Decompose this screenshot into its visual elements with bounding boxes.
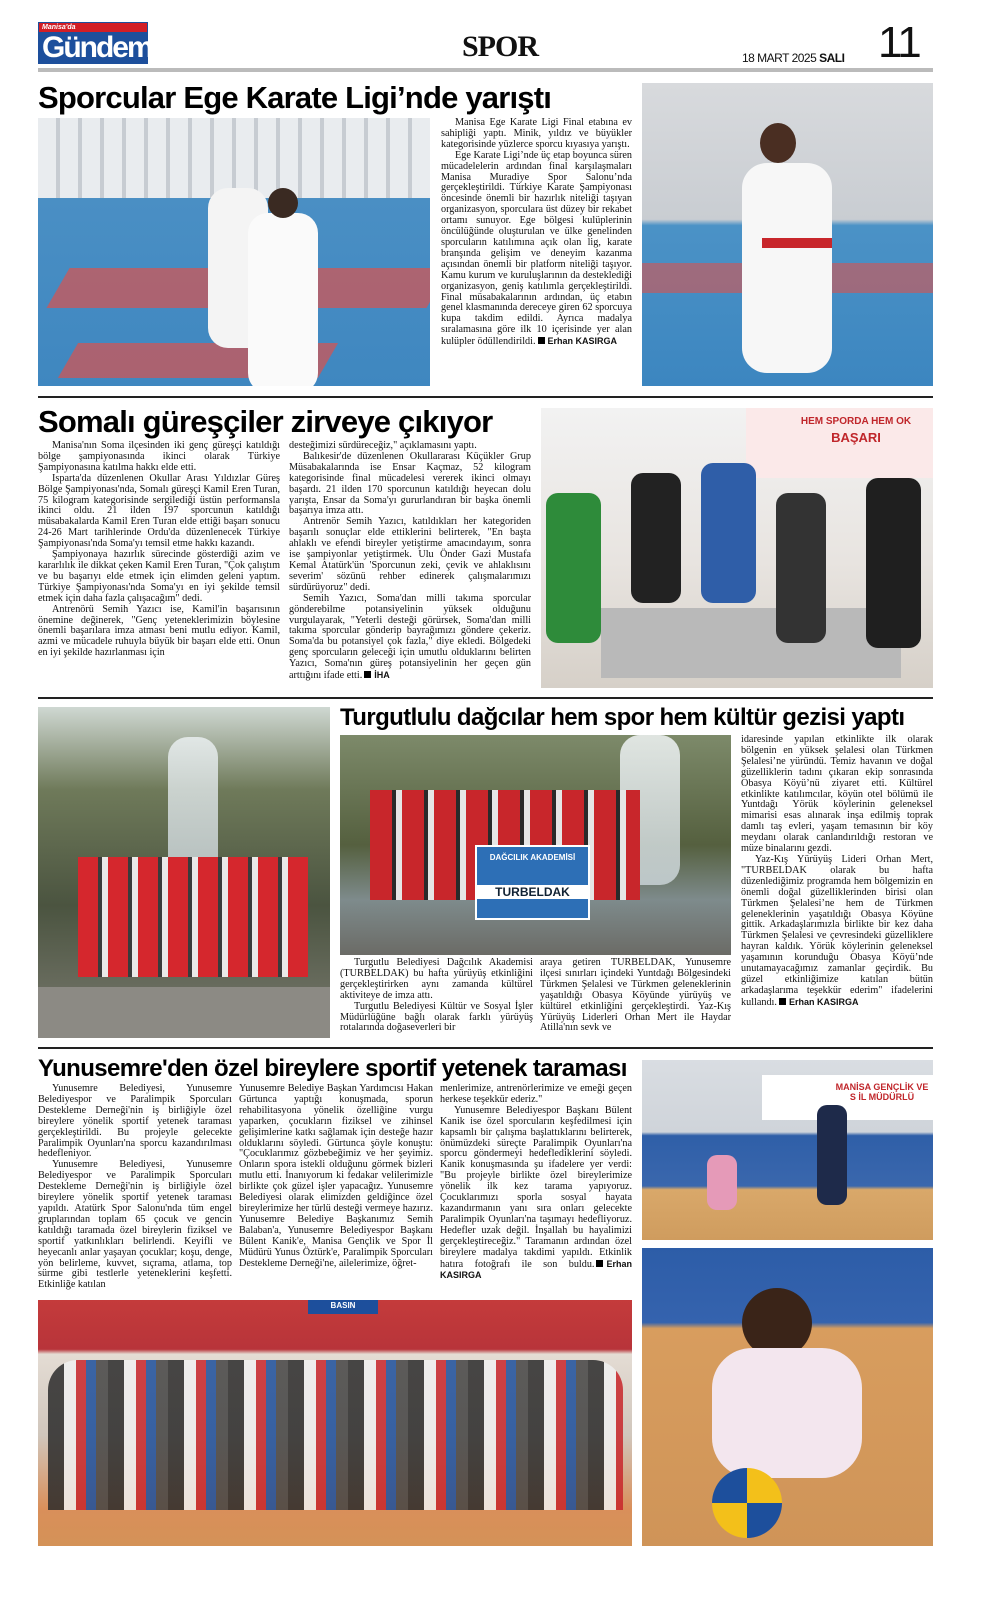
- article2-col1: [38, 441, 280, 659]
- paragraph-text: Ege Karate Ligi’nde üç etap boyunca süren mücadelelerin ardından final karşılaşmaları Manisa Muradiye Spor Salonu’nda gerçekleştirildi. Türkiye Karate Şampiyonası öncesinde önemli bir hazırlık niteliği taşıyan organizasyon, sporculara üst düzey bir rekabet ortamı sunuyor. Ege bölgesi kulüplerinin öncülüğünde oluşturulan ve ülke genelinden sporcuların katılımına açık olan lig, karate branşında gelişim ve deneyim kazanma açısından önemli bir platform niteliği taşıyor. Kamu kurum ve kuruluşlarının da desteklediği organizasyon, geniş katılımla gerçekleştirildi. Final müsabakalarının ardından, üç etabın genel klasmanında dereceye giren 62 sporcuya kupa takdim edildi. Ayrıca madalya sıralamasına göre ilk 10 içerisinde yer alan kulüpler ödüllendirildi.: [441, 149, 632, 348]
- group-hall-photo: [38, 1300, 632, 1546]
- paragraph: idaresinde yapılan etkinlikte ilk olarak bölgenin en yüksek şelalesi olan Türkmen Şelalesi’ne yüründü. Temiz havanın ve doğal güzelliklerin tadını çıkaran ekip sonrasında Obasya Köyü’nü ziyaret etti. Kültürel etkinlikte katılımcılar, köyün otel bölümü ile Yuntdağı Yörük köylerinin geleneksel mimarisi esas alınarak inşa edilmiş toprak damlı taş evleri, yaşam temasının bir köy meydanı olarak canlandırıldığı restoran ve müze binalarını gezdi.: [741, 734, 933, 855]
- day-text: SALI: [819, 51, 845, 65]
- paragraph: Isparta'da düzenlenen Okullar Arası Yıldızlar Güreş Bölge Şampiyonası'nda, Somalı güreşçi Kamil Eren Turan, 75 kilogram kategorisinde sergilediği üstün performansla ikinci oldu. 21 ilden 197 sporcunun katıldığı müsabakalarda Kamil Eren Turan elde ettiği başarı sonucu 24-26 Mart tarihlerinde Ordu'da düzenlenecek Türkiye Şampiyonası'nda Soma'yı temsil etme hakkı kazandı.: [38, 472, 280, 550]
- wrestlers-podium-photo: [541, 408, 933, 688]
- paragraph: Antrenör Semih Yazıcı, katıldıkları her kategoriden başarılı sonuçlar elde ettiklerini belirterek, "En başta ahlaklı ve efendi bireyler yetiştirme amacındayım, sonra ise şampiyonlar yetiştirmek. Ulu Önder Gazi Mustafa Kemal Atatürk'ün 'Sporcunun zeki, çevik ve ahlaklısını severim' sözünü rehber edinerek çalışmalarımızı sürdürüyoruz" dedi.: [289, 516, 531, 593]
- paragraph-text: Semih Yazıcı, Soma'dan milli takıma sporcular gönderebilme potansiyelinin yüksek olduğunu vurgulayarak, "Yeterli desteği görürsek, Soma'dan milli takıma sporcular gönderip bayrağımızı göndere çekeriz. Soma'da bu potansiyel çok fazla," diye ekledi. Bölgedeki genç sporcuların geleceği için umutlu olduklarını belirten Yazıcı, Soma'nın güreş potansiyelinin her geçen gün arttığını ifade etti.: [289, 592, 531, 682]
- paragraph: Turgutlu Belediyesi Kültür ve Sosyal İşler Müdürlüğüne bağlı olarak farklı yürüyüş rotalarında doğaseverleri bir: [340, 1000, 533, 1034]
- article4-headline: Yunusemre'den özel bireylere sportif yetenek taraması: [38, 1055, 627, 1082]
- paragraph: Yunusemre Belediyesi, Yunusemre Belediyespor ve Paralimpik Sporcuları Destekleme Derneği'nin iş birliğiyle özel bireylere yönelik sportif yetenek taraması yapıldı. Atatürk Spor Salonu'nda tüm engel gruplarından toplam 65 çocuk ve gencin katıldığı taramada özel bireylerin fiziksel ve sportif yatkınlıkları belirlendi. Keyifli ve heyecanlı anlar yaşayan çocuklar; koşu, denge, yön belirleme, kuvvet, sıçrama, atlama, top sürme gibi testlerle yeteneklerini keşfetti. Etkinliğe katılan: [38, 1159, 232, 1291]
- paragraph: menlerimize, antrenörlerimize ve emeği geçen herkese teşekkür ederiz.": [440, 1083, 632, 1105]
- article1-body: [441, 118, 632, 348]
- article2-col2: [289, 441, 531, 682]
- article-divider: [38, 396, 933, 398]
- article-divider: [38, 1047, 933, 1049]
- photo-banner-text: BAŞARI: [831, 430, 881, 445]
- date-text: 18 MART 2025: [742, 51, 817, 65]
- paragraph: Yunusemre Belediyesi, Yunusemre Belediyespor ve Paralimpik Sporcuları Destekleme Derneği'nin iş birliğiyle özel bireylere yönelik sportif yetenek taraması gerçekleştirildi. Bu projeyle gelecekte Paralimpik Oyunları'na sporcu kazandırılması hedefleniyor.: [38, 1083, 232, 1160]
- paragraph: Manisa Ege Karate Ligi Final etabına ev sahipliği yaptı. Minik, yıldız ve büyükler kategorisinde yüzlerce sporcu kıyasıya yarıştı.: [441, 117, 632, 150]
- issue-date: [742, 51, 844, 65]
- press-sign-text: BASIN: [330, 1301, 356, 1310]
- article3-col3: [741, 735, 933, 1009]
- logo-main: Gündem: [39, 32, 147, 64]
- article4-col2: [239, 1084, 433, 1269]
- paragraph: Yunusemre Belediye Başkan Yardımcısı Hakan Gürtunca yaptığı konuşmada, sporun rehabilitasyona yönelik özelliğine vurgu yaparken, çocukların fiziksel ve zihinsel gelişimlerine katkı sağlamak için desteğe hazır olduklarını söyledi. Gürtunca şöyle konuştu: "Çocuklarımız gözbebeğimiz ve her şeyimiz. Onların spora istekli olduğunu görmek bizleri mutlu etti. İnanıyorum ki fedakar velilerimizle birlikte çok güzel işler yapacağız. Yunusemre Belediyesi olarak elimizden geldiğince özel bireylerimize her türlü desteği vermeye hazırız. Yunusemre Belediye Başkanımız Semih Balaban'a, Yunusemre Belediyespor Başkanı Bülent Kanik'e, Manisa Gençlik ve Spor İl Müdürü Yunus Öztürk'e, Paralimpik Sporcuları Destekleme Derneği'ne, ailelerimize, öğret-: [239, 1083, 433, 1269]
- header-divider: [38, 68, 933, 72]
- paragraph: Manisa'nın Soma ilçesinden iki genç güreşçi katıldığı bölge şampiyonasında ikinci olarak Türkiye Şampiyonasına katılma hakkı elde etti.: [38, 440, 280, 473]
- byline: Erhan KASIRGA: [440, 1258, 632, 1281]
- paragraph: Turgutlu Belediyesi Dağcılık Akademisi (TURBELDAK) bu hafta yürüyüş etkinliğini gerçekleştirirken aynı zamanda kültürel aktiviteye de imza attı.: [340, 957, 533, 1001]
- page-number: 11: [878, 18, 920, 67]
- paragraph: [440, 1106, 632, 1283]
- byline: Erhan KASIRGA: [536, 336, 618, 346]
- photo-banner-text: HEM SPORDA HEM OK: [800, 416, 912, 427]
- article3-headline: Turgutlulu dağcılar hem spor hem kültür gezisi yaptı: [340, 704, 905, 731]
- paragraph: Şampiyonaya hazırlık sürecinde gösterdiği azim ve kararlılık ile dikkat çeken Kamil Eren Turan, "Çok çalıştım ve bu başarıyı elde etmek için elimden geleni yaptım. Türkiye Şampiyonası'nda Soma'yı en iyi şekilde temsil etmek için daha fazla çalışacağım" dedi.: [38, 549, 280, 604]
- article4-col3: [440, 1084, 632, 1282]
- article2-headline: Somalı güreşçiler zirveye çıkıyor: [38, 404, 493, 439]
- byline: İHA: [362, 670, 390, 680]
- paragraph: [741, 855, 933, 1009]
- article3-col1: [340, 958, 533, 1034]
- section-title: SPOR: [461, 30, 538, 63]
- sports-hall-test-photo: [642, 1060, 933, 1240]
- paragraph: [289, 594, 531, 682]
- paragraph-text: Yunusemre Belediyespor Başkanı Bülent Kanik ise özel sporcuların keşfedilmesi için kapsamlı bir çalışma başlattıklarını belirterek, önümüzdeki süreçte Paralimpik Oyunları'na sporcu göndermeyi hedeflediklerini söyledi. Kanik konuşmasında şu ifadelere yer verdi: "Bu projeyle birlikte özel bireylerimize yönelik ilk kez tarama yapıyoruz. Çocuklarımızı sporla sosyal hayata kazandırmanın yanı sıra onları gelecekte Paralimpik Oyunları'na taşımayı hedefliyoruz. Hedefler uzak değil. İnşallah bu hayalimizi gerçekleştireceğiz." Taramanın ardından özel bireylere madalya takdimi yapıldı. Etkinlik hatıra fotoğrafı ile son buldu.: [440, 1104, 632, 1270]
- article3-col2: [540, 958, 731, 1034]
- banner-text: DAĞCILIK AKADEMİSİ: [489, 853, 576, 862]
- paragraph: Antrenörü Semih Yazıcı ise, Kamil'in başarısının önemine değinerek, "Genç yeteneklerimizin böylesine önemli başarılara imza atması beni mutlu ediyor. Kamil, azmi ve mücadele ruhuyla büyük bir başarı elde etti. Onun en iyi şekilde hazırlanması için: [38, 603, 280, 659]
- paragraph-text: Yaz-Kış Yürüyüş Lideri Orhan Mert, "TURBELDAK olarak bu hafta düzenlediğimiz programda hem bölgemizin en önemli doğal güzelliklerinden birisi olan Türkmen Şelalesi’ne hem de Türkmen geleneklerinin yaşatıldığı Obasya Köyüne gittik. Arkadaşlarımızla birlikte bir kez daha Türkmen Şelalesi ve çevresindeki güzelliklere hayran kaldık. Yörük köylerinin geleneksel yaşamının korunduğu Obasya Köyü’nde unutamayacağımız zamanlar geçirdik. Bu güzel etkinliğimize katılan bütün arkadaşlarıma teşekkür ederim" ifadelerini kullandı.: [741, 853, 933, 1008]
- paragraph: [441, 151, 632, 348]
- banner-text: TURBELDAK: [475, 885, 590, 899]
- karate-match-photo: [38, 118, 430, 386]
- girl-with-ball-photo: [642, 1248, 933, 1546]
- article4-col1: [38, 1084, 232, 1291]
- paragraph: desteğimizi sürdüreceğiz," açıklamasını yaptı.: [289, 440, 477, 451]
- paragraph: araya getiren TURBELDAK, Yunusemre ilçesi sınırları içindeki Yuntdağı Bölgesindeki Türkmen Şelalesi ve Türkmen geleneklerinin yaşatıldığı Obasya Köyünde yürüyüş ve kültürel etkinliğini gerçekleştirdi. Yaz-Kış Yürüyüş Liderleri Orhan Mert ile Haydar Atilla'nın sevk ve: [540, 957, 731, 1034]
- turbeldak-group-photo: [340, 735, 731, 955]
- photo-banner-text: MANİSA GENÇLİK VE S İL MÜDÜRLÜ: [835, 1082, 929, 1102]
- article-divider: [38, 697, 933, 699]
- waterfall-group-photo: [38, 707, 330, 1038]
- karate-girl-photo: [642, 83, 933, 386]
- byline: Erhan KASIRGA: [777, 997, 859, 1007]
- article1-headline: Sporcular Ege Karate Ligi’nde yarıştı: [38, 80, 552, 115]
- logo-top: Manisa'da: [39, 23, 147, 32]
- paragraph: Balıkesir'de düzenlenen Okullararası Küçükler Grup Müsabakalarında ise Ensar Kaçmaz, 52 kilogram kategorisinde final mücadelesi vererek ikinci olmayı başardı. 21 ilden 170 sporcunun katıldığı heyecan dolu yarışta, Ensar da Soma'yı gururlandıran bir başka önemli başarıya imza attı.: [289, 450, 531, 517]
